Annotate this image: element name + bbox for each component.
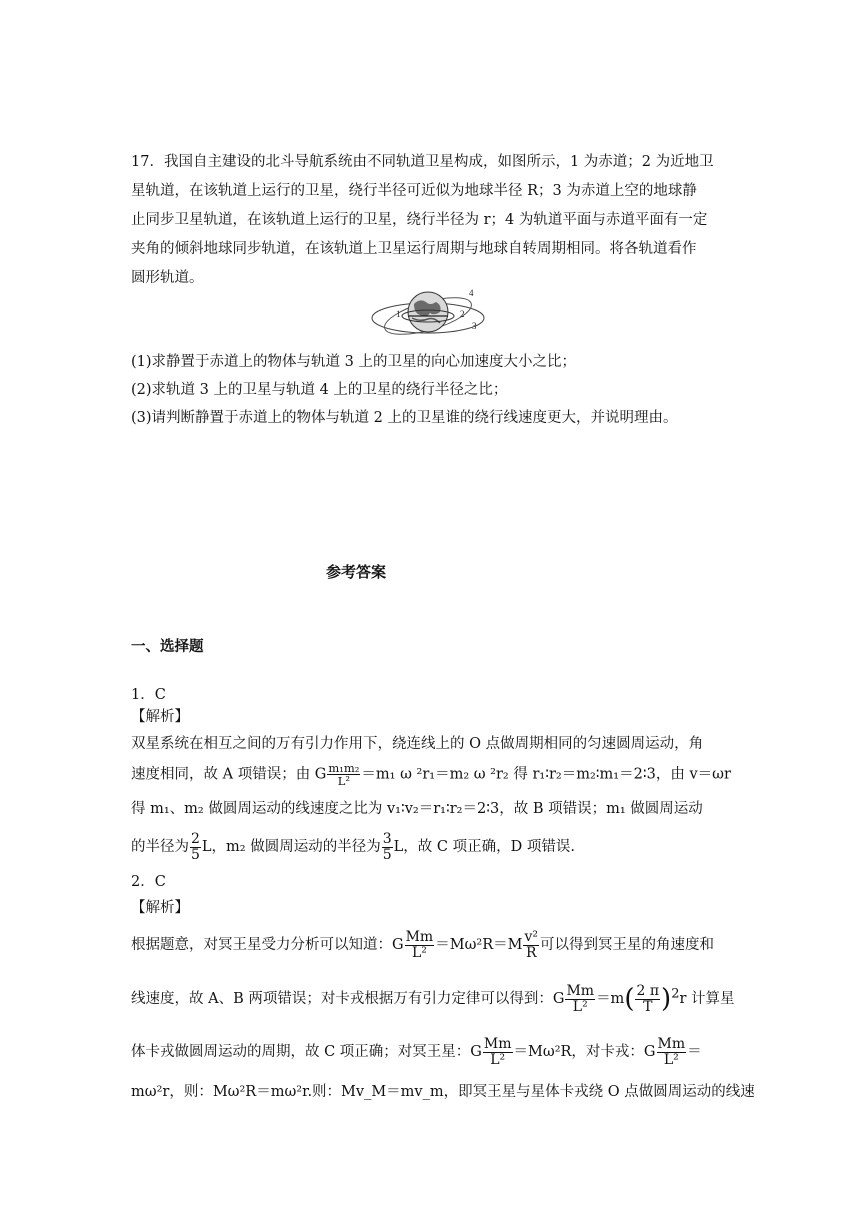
fraction-Mm-over-L2: $\frac{Mm}{\text{L²}}$ xyxy=(566,983,595,1015)
question-17-line-4: 夹角的倾斜地球同步轨道，在该轨道上卫星运行周期与地球自转周期相同。将各轨道看作 xyxy=(131,241,697,257)
fraction-Mm-over-L2: $\frac{Mm}{\text{L²}}$ xyxy=(657,1036,686,1068)
sub-question-2: (2)求轨道 3 上的卫星与轨道 4 上的卫星的绕行半径之比； xyxy=(131,382,508,398)
answer-1-analysis-tag: 【解析】 xyxy=(131,709,189,725)
answer-1-line-4: 的半径为 $\frac{2}{5}$ L，m₂ 做圆周运动的半径为 $\frac{3}{5}$ L，故 C 项正确，D 项错误. xyxy=(131,831,575,863)
question-17-line-5: 圆形轨道。 xyxy=(131,270,204,286)
answer-2-line-3: 体卡戎做圆周运动的周期，故 C 项正确；对冥王星：G $\frac{Mm}{\text{L²}}$ ＝Mω²R，对卡戎：G $\frac{Mm}{\text{L²}}$ ＝ xyxy=(131,1036,702,1068)
answer-2-line-2: 线速度，故 A、B 两项错误；对卡戎根据万有引力定律可以得到：G $\frac{Mm}{\text{L²}}$ ＝m( $\frac{2 \pi}{T}$ )$^2$r 计算星 xyxy=(131,983,735,1015)
sub-question-1: (1)求静置于赤道上的物体与轨道 3 上的卫星的向心加速度大小之比； xyxy=(131,354,576,370)
answer-1-label: 1．C xyxy=(131,687,166,703)
figure-label-3: 3 xyxy=(472,321,477,331)
question-17-line-1: 17．我国自主建设的北斗导航系统由不同轨道卫星构成，如图所示，1 为赤道；2 为近地卫 xyxy=(131,154,714,170)
figure-label-4: 4 xyxy=(469,288,474,298)
figure-label-2: 2 xyxy=(460,309,465,319)
answer-2-line-1: 根据题意，对冥王星受力分析可以知道：G $\frac{Mm}{\text{L²}}$ ＝Mω²R＝M $\frac{\text{v²}}{R}$ 可以得到冥王星的角速度和 xyxy=(131,929,714,961)
answer-2-analysis-tag: 【解析】 xyxy=(131,900,189,916)
answer-2-line-4: mω²r，则：Mω²R＝mω²r.则：Mv_M＝mv_m，即冥王星与星体卡戎绕 O 点做圆周运动的线速 xyxy=(131,1084,755,1100)
figure-label-1: 1 xyxy=(396,309,401,319)
fraction-v2-over-R: $\frac{\text{v²}}{R}$ xyxy=(524,929,538,961)
section-heading: 一、选择题 xyxy=(131,638,204,655)
fraction-2pi-over-T: $\frac{2 \pi}{T}$ xyxy=(636,983,660,1015)
answer-1-line-1: 双星系统在相互之间的万有引力作用下，绕连线上的 O 点做周期相同的匀速圆周运动，角 xyxy=(131,736,704,752)
question-17-line-3: 止同步卫星轨道，在该轨道上运行的卫星，绕行半径为 r；4 为轨道平面与赤道平面有一定 xyxy=(131,212,708,228)
fraction-3-over-5: $\frac{3}{5}$ xyxy=(382,831,392,863)
answer-1-line-3: 得 m₁、m₂ 做圆周运动的线速度之比为 v₁∶v₂＝r₁∶r₂＝2∶3，故 B 项错误；m₁ 做圆周运动 xyxy=(131,801,703,817)
fraction-Mm-over-L2: $\frac{Mm}{\text{L²}}$ xyxy=(405,929,434,961)
fraction-m1m2-over-L2: $\frac{\text{m₁m₂}}{\text{L²}}$ xyxy=(328,761,360,789)
answer-2-label: 2．C xyxy=(131,874,166,890)
answers-title: 参考答案 xyxy=(326,563,387,581)
fraction-Mm-over-L2: $\frac{Mm}{\text{L²}}$ xyxy=(483,1036,512,1068)
fraction-2-over-5: $\frac{2}{5}$ xyxy=(191,831,200,863)
satellite-orbit-figure xyxy=(368,284,490,344)
sub-question-3: (3)请判断静置于赤道上的物体与轨道 2 上的卫星谁的绕行线速度更大，并说明理由。 xyxy=(131,410,678,426)
question-17-line-2: 星轨道，在该轨道上运行的卫星，绕行半径可近似为地球半径 R；3 为赤道上空的地球静 xyxy=(131,183,697,199)
answer-1-line-2: 速度相同，故 A 项错误；由 G $\frac{\text{m₁m₂}}{\text{L²}}$ ＝m₁ ω ²r₁＝m₂ ω ²r₂ 得 r₁∶r₂＝m₂∶m₁＝2∶3，由 v＝ωr xyxy=(131,761,731,789)
